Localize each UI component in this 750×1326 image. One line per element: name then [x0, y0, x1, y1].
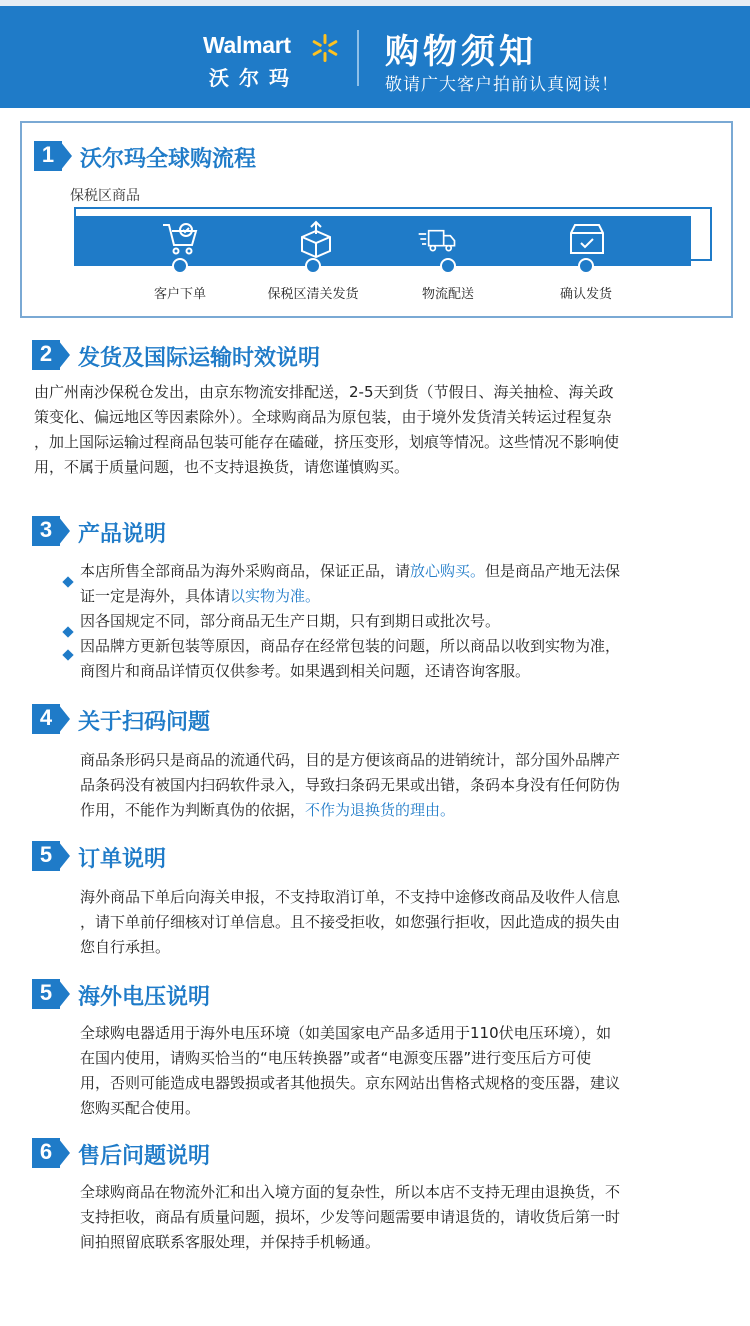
- section-number-badge: 3: [32, 512, 72, 552]
- header-top-strip: [0, 0, 750, 6]
- section-title: 发货及国际运输时效说明: [78, 346, 321, 371]
- section-number-badge: 5: [32, 975, 72, 1015]
- flow-step-label: 保税区清关发货: [267, 287, 359, 302]
- brand-name-cn: 沃尔玛: [209, 66, 299, 90]
- flow-step-dot: [305, 258, 321, 274]
- flow-step-label: 客户下单: [153, 287, 206, 302]
- list-item: 证一定是海外，具体请以实物为准。: [80, 587, 321, 605]
- flow-step-dot: [440, 258, 456, 274]
- bullet-marker: [62, 649, 73, 660]
- order-paragraph: 海外商品下单后向海关申报，不支持取消订单，不支持中途修改商品及收件人信息 ，请下单前仔细核对订单信息。且不接受拒收，如您强行拒收，因此造成的损失由 您自行承担。: [80, 888, 621, 956]
- shipping-paragraph: 由广州南沙保税仓发出，由京东物流安排配送，2-5天到货（节假日、海关抽检、海关政 策变化、偏远地区等因素除外）。全球购商品为原包装，由于境外发货清关转运过程复杂 ，加上国际运输过程商品包装可能存在磕碰，挤压变形，划痕等情况。这些情况不影响使 用，不属于质量问题，也不支持退换货，请您谨慎购买。: [34, 383, 620, 476]
- section-number-badge: 6: [32, 1134, 72, 1174]
- voltage-paragraph: 全球购电器适用于海外电压环境（如美国家电产品多适用于110伏电压环境），如 在国内使用，请购买恰当的“电压转换器”或者“电源变压器”进行变压后方可使 用，否则可能造成电器毁损或者其他损失。京东网站出售格式规格的变压器，建议 您购买配合使用。: [80, 1024, 621, 1117]
- list-item: 因品牌方更新包装等原因，商品存在经常包装的问题，所以商品以收到实物为准，: [80, 637, 621, 655]
- barcode-paragraph: 商品条形码只是商品的流通代码，目的是方便该商品的进销统计，部分国外品牌产 品条码没有被国内扫码软件录入，导致扫条码无果或出错，条码本身没有任何防伪 作用，不能作为判断真伪的依据，不作为退换货的理由。: [80, 751, 621, 819]
- confirm-box-icon: [567, 219, 607, 259]
- flow-step-label: 物流配送: [421, 287, 474, 302]
- list-item: 本店所售全部商品为海外采购商品，保证正品，请放心购买。但是商品产地无法保: [80, 562, 621, 580]
- section-title: 沃尔玛全球购流程: [80, 147, 257, 172]
- bullet-marker: [62, 626, 73, 637]
- section-title: 海外电压说明: [78, 985, 211, 1010]
- section-number-badge: 4: [32, 700, 72, 740]
- list-item: 因各国规定不同，部分商品无生产日期，只有到期日或批次号。: [80, 612, 501, 630]
- page-title: 购物须知: [385, 32, 537, 72]
- section-title: 售后问题说明: [78, 1144, 211, 1169]
- brand-name-en: Walmart: [203, 32, 291, 58]
- truck-icon: [417, 219, 457, 259]
- section-number-badge: 1: [34, 137, 74, 177]
- flow-step-dot: [172, 258, 188, 274]
- product-notes: [80, 559, 620, 684]
- after-sales-paragraph: 全球购商品在物流外汇和出入境方面的复杂性，所以本店不支持无理由退换货，不 支持拒收，商品有质量问题，损坏，少发等问题需要申请退货的，请收货后第一时 间拍照留底联系客服处理，并保持手机畅通。: [80, 1183, 621, 1251]
- walmart-spark-icon: [310, 33, 340, 63]
- walmart-logo: [203, 32, 353, 92]
- flow-step-label: 确认发货: [559, 287, 612, 302]
- page-subtitle: 敬请广大客户拍前认真阅读！: [385, 75, 619, 95]
- cart-icon: [160, 219, 200, 259]
- list-item: 商图片和商品详情页仅供参考。如果遇到相关问题，还请咨询客服。: [80, 662, 531, 680]
- bullet-marker: [62, 576, 73, 587]
- box-icon: [296, 219, 336, 259]
- section-title: 关于扫码问题: [78, 710, 211, 735]
- bonded-goods-label: 保税区商品: [70, 188, 140, 204]
- section-title: 产品说明: [78, 522, 167, 547]
- section-number-badge: 5: [32, 837, 72, 877]
- section-number-badge: 2: [32, 336, 72, 376]
- header-banner: [0, 0, 750, 108]
- flow-step-dot: [578, 258, 594, 274]
- header-divider: [357, 30, 359, 86]
- section-title: 订单说明: [78, 847, 167, 872]
- purchase-flow-panel: [20, 121, 733, 318]
